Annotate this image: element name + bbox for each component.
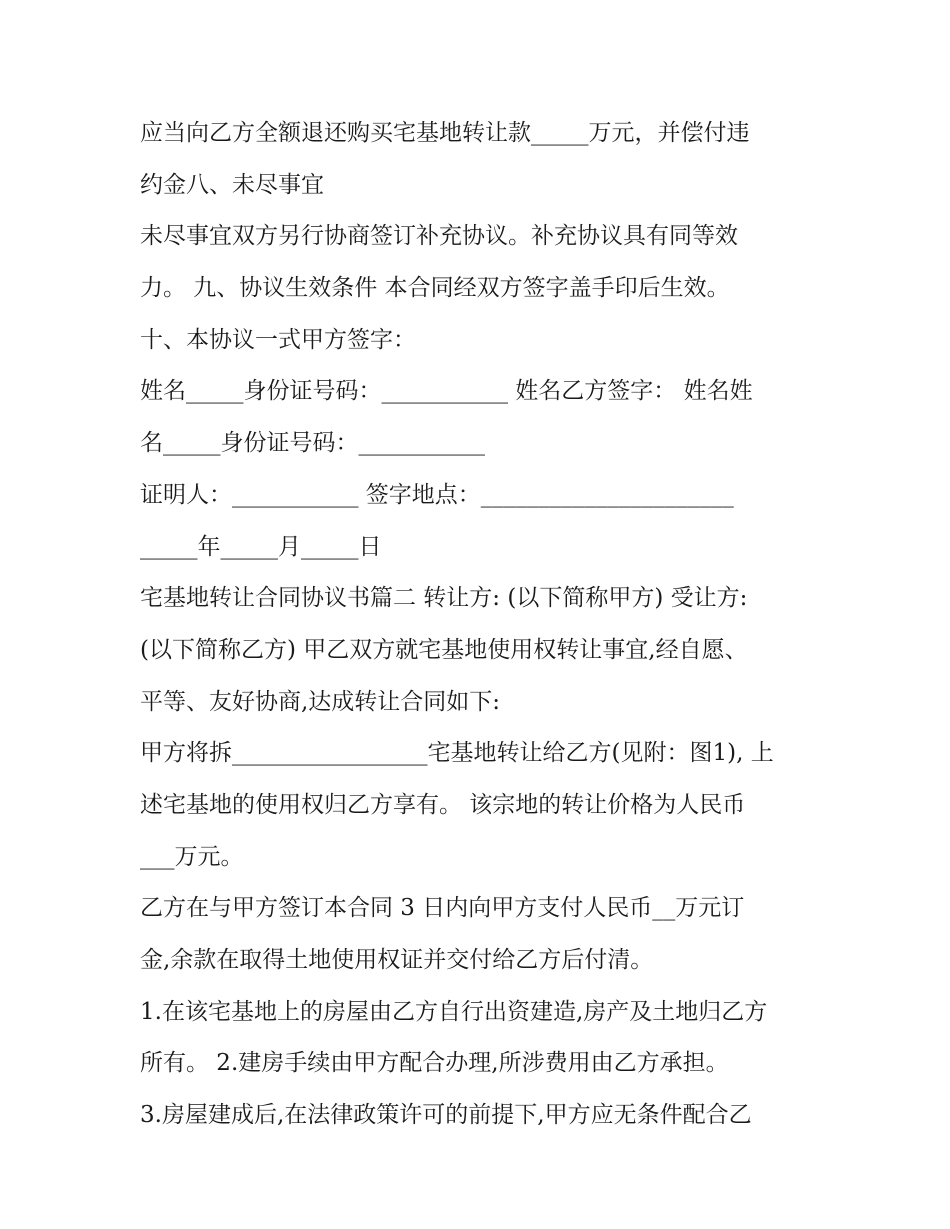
text-line: 金,余款在取得土地使用权证并交付给乙方后付清。 <box>140 947 654 973</box>
text-line: 名_____身份证号码：___________ <box>140 430 485 457</box>
text-line: 约金八、未尽事宜 <box>140 171 324 198</box>
text-line: 1.在该宅基地上的房屋由乙方自行出资建造,房产及土地归乙方 <box>140 998 768 1025</box>
text-line: (以下简称乙方) 甲乙双方就宅基地使用权转让事宜,经自愿、 <box>140 636 748 663</box>
text-line: 姓名_____身份证号码：___________ 姓名乙方签字： 姓名姓 <box>140 378 753 405</box>
text-line: 甲方将拆_________________宅基地转让给乙方(见附：图1), 上 <box>140 740 774 767</box>
text-line: 平等、友好协商,达成转让合同如下: <box>140 688 501 715</box>
text-line: 3.房屋建成后,在法律政策许可的前提下,甲方应无条件配合乙 <box>140 1102 752 1129</box>
text-line: 宅基地转让合同协议书篇二 转让方: (以下简称甲方) 受让方: <box>140 585 748 612</box>
text-line: 未尽事宜双方另行协商签订补充协议。补充协议具有同等效 <box>140 223 738 250</box>
text-line: 应当向乙方全额退还购买宅基地转让款_____万元，并偿付违 <box>140 120 750 146</box>
text-line: 所有。 2.建房手续由甲方配合办理,所涉费用由乙方承担。 <box>140 1050 729 1077</box>
text-line: 乙方在与甲方签订本合同 3 日内向甲方支付人民币__万元订 <box>140 895 745 922</box>
text-line: 十、本协议一式甲方签字： <box>140 326 416 353</box>
contract-text <box>140 108 820 1142</box>
text-line: 力。 九、协议生效条件 本合同经双方签字盖手印后生效。 <box>140 275 730 302</box>
text-line: _____年_____月_____日 <box>140 533 382 560</box>
text-line: ___万元。 <box>140 843 244 870</box>
text-line: 证明人：___________ 签字地点：______________________ <box>140 481 734 508</box>
text-line: 述宅基地的使用权归乙方享有。 该宗地的转让价格为人民币 <box>140 791 746 818</box>
